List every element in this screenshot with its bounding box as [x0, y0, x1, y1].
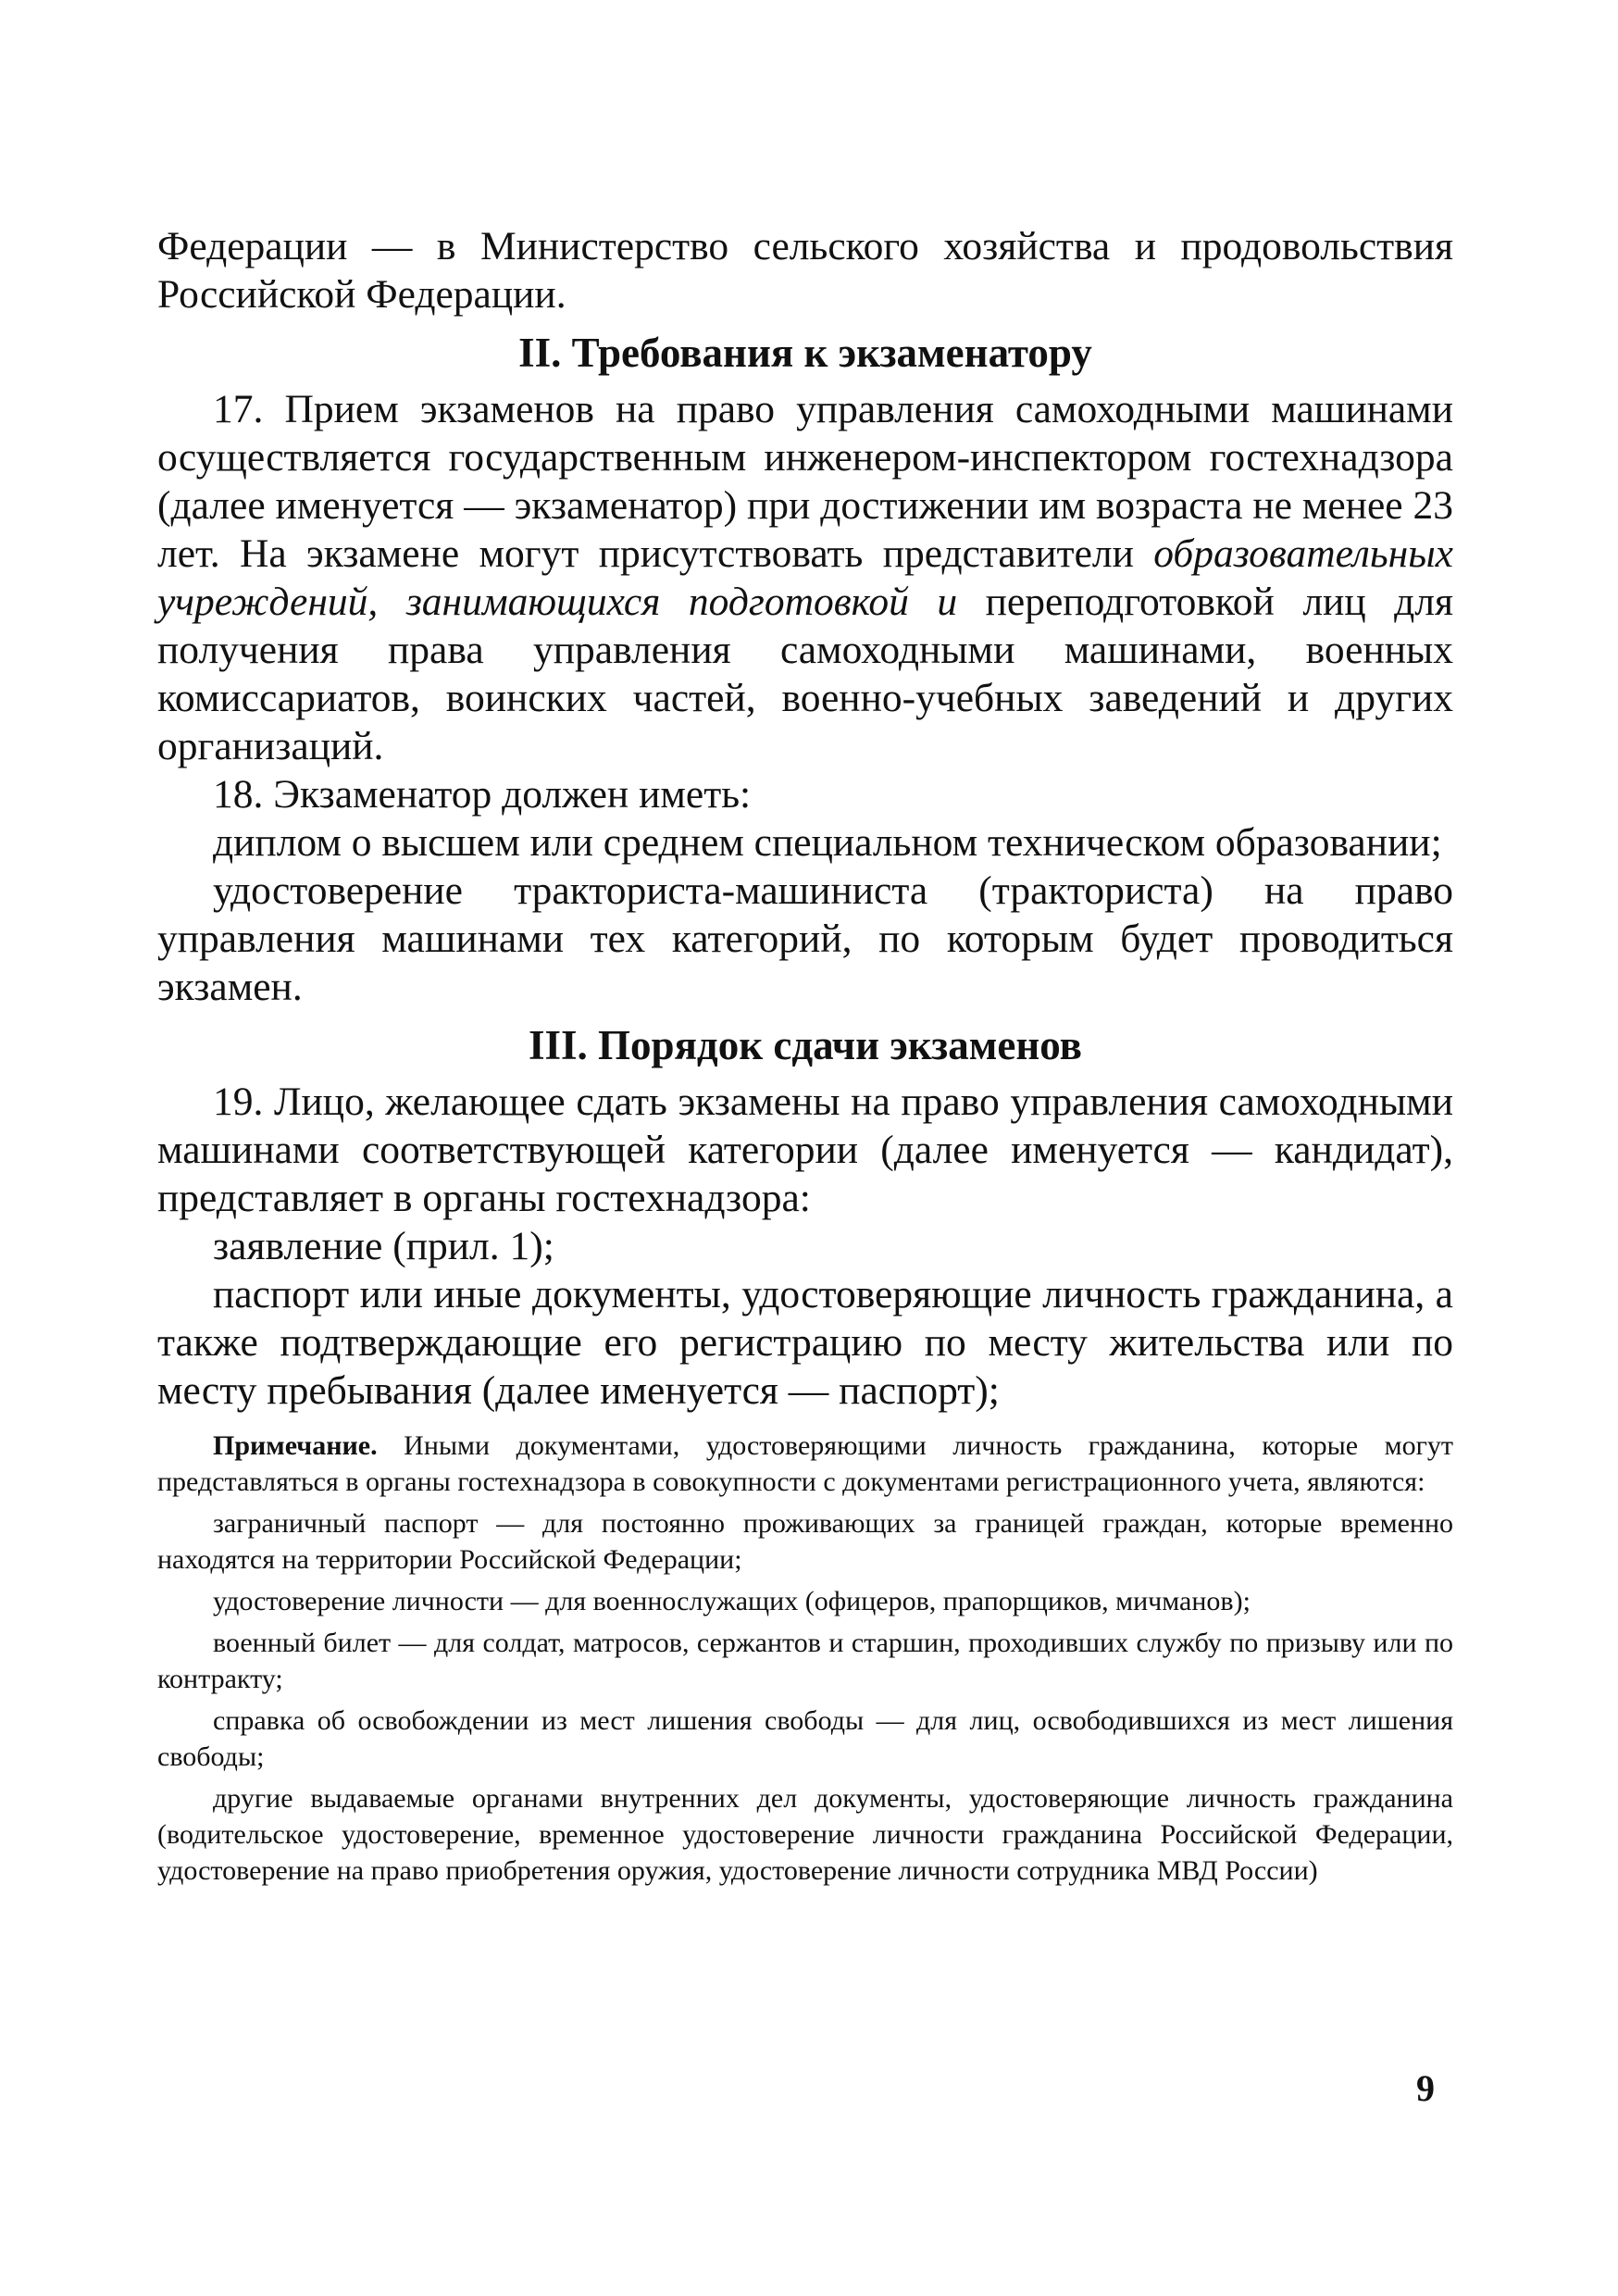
- note-item-release-certificate: справка об освобождении из мест лишения свободы — для лиц, освободившихся из мест лишения свободы;: [157, 1705, 1453, 1772]
- paragraph-17: [157, 385, 1453, 770]
- note-intro-text: Иными документами, удостоверяющими личность гражданина, которые могут представляться в органы гостехнадзора в совокупности с документами регистрационного учета, являются:: [157, 1430, 1453, 1497]
- note-item-foreign-passport: заграничный паспорт — для постоянно проживающих за границей граждан, которые временно находятся на территории Российской Федерации;: [157, 1508, 1453, 1575]
- continuation-paragraph: Федерации — в Министерство сельского хозяйства и продовольствия Российской Федерации.: [157, 224, 1453, 317]
- note-item-military-ticket: военный билет — для солдат, матросов, сержантов и старшин, проходивших службу по призыву или по контракту;: [157, 1628, 1453, 1694]
- page-number: 9: [1416, 2067, 1435, 2109]
- section-2-heading: II. Требования к экзаменатору: [518, 330, 1092, 376]
- paragraph-19-item-application: заявление (прил. 1);: [213, 1224, 554, 1268]
- note-block: [157, 1428, 1453, 1889]
- paragraph-17-text-end: переподготовкой лиц для получения права управления самоходными машинами, военных комиссариатов, воинских частей, военно-учебных заведений и других организаций.: [157, 580, 1453, 768]
- note-label: Примечание.: [213, 1430, 378, 1461]
- document-page: [157, 222, 1453, 1894]
- note-intro: [157, 1428, 1453, 1500]
- note-item-other-documents: другие выдаваемые органами внутренних дел документы, удостоверяющие личность гражданина (водительское удостоверение, временное удостоверение личности гражданина Российской Федерации, удостоверение на право приобретения оружия, удостоверение личности сотрудника МВД России): [157, 1783, 1453, 1886]
- paragraph-17-text-start: 17. Прием экзаменов на право управления самоходными машинами осуществляется государственным инженером-инспектором гостехнадзора (далее именуется — экзаменатор) при достижении им возраста не менее 23 лет. На экзамене могут присутствовать представители: [157, 387, 1453, 576]
- paragraph-19-item-passport: паспорт или иные документы, удостоверяющие личность гражданина, а также подтверждающие его регистрацию по месту жительства или по месту пребывания (далее именуется — паспорт);: [157, 1272, 1453, 1413]
- paragraph-17-italic-text: образовательных учреждений, занимающихся подготовкой и: [157, 531, 1453, 624]
- paragraph-19: 19. Лицо, желающее сдать экзамены на право управления самоходными машинами соответствующей категории (далее именуется — кандидат), представляет в органы гостехнадзора:: [157, 1079, 1453, 1220]
- section-3-heading: III. Порядок сдачи экзаменов: [529, 1022, 1082, 1068]
- paragraph-18: 18. Экзаменатор должен иметь:: [213, 772, 752, 817]
- paragraph-18-item-license: удостоверение тракториста-машиниста (тракториста) на право управления машинами тех категорий, по которым будет проводиться экзамен.: [157, 868, 1453, 1009]
- paragraph-18-item-diploma: диплом о высшем или среднем специальном техническом образовании;: [213, 820, 1442, 865]
- note-item-military-id: удостоверение личности — для военнослужащих (офицеров, прапорщиков, мичманов);: [213, 1586, 1251, 1616]
